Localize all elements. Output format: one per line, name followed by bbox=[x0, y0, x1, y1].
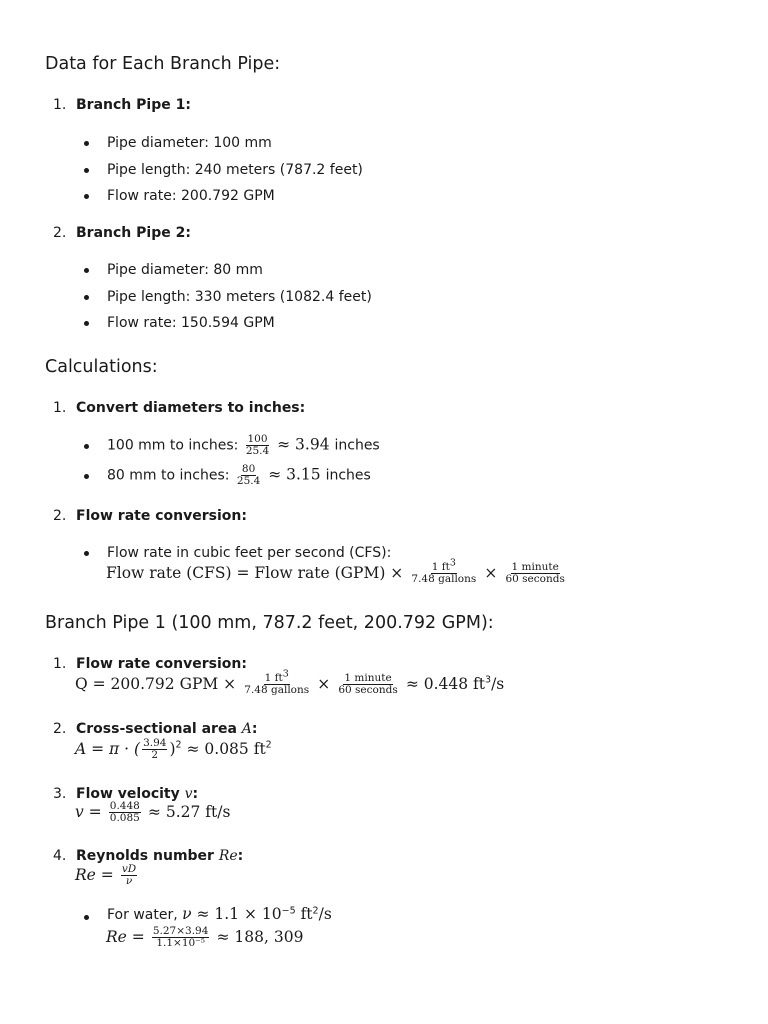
line-prefix: 100 mm to inches: bbox=[107, 437, 243, 454]
numerator: 100 bbox=[247, 433, 268, 445]
numerator: 3.94 bbox=[143, 737, 167, 749]
fraction bbox=[236, 464, 261, 487]
formula-result: ≈ 5.27 ft/s bbox=[147, 803, 231, 822]
water-viscosity-line bbox=[107, 905, 332, 923]
numerator: 80 bbox=[241, 463, 256, 475]
bullet-dot bbox=[84, 141, 89, 146]
list-number: 1. bbox=[53, 400, 67, 416]
denominator: 0.085 bbox=[109, 812, 140, 825]
velocity-formula bbox=[75, 801, 230, 824]
formula-lhs: Flow rate (CFS) = Flow rate (GPM) × bbox=[106, 564, 404, 583]
fraction bbox=[152, 926, 210, 949]
fraction bbox=[504, 562, 565, 585]
list-number: 2. bbox=[53, 508, 67, 524]
fraction bbox=[337, 673, 398, 696]
bullet-dot bbox=[84, 551, 89, 556]
title-text: Reynolds number bbox=[76, 848, 219, 864]
unit: inches bbox=[325, 467, 371, 484]
fraction bbox=[121, 864, 137, 887]
exponent: 2 bbox=[175, 739, 182, 751]
numerator: 1 minute bbox=[344, 672, 392, 684]
cfs-formula bbox=[106, 557, 568, 586]
list-item: Flow rate in cubic feet per second (CFS): bbox=[107, 545, 392, 561]
list-item: Flow rate: 200.792 GPM bbox=[107, 188, 275, 204]
title-colon: : bbox=[251, 721, 258, 737]
numerator: 0.448 bbox=[109, 800, 140, 812]
bullet-dot bbox=[84, 444, 89, 449]
formula-lhs: Re = bbox=[75, 866, 114, 885]
numerator: 1 minute bbox=[511, 561, 559, 573]
exponent: 2 bbox=[265, 739, 272, 751]
cross-sectional-area-title bbox=[76, 721, 258, 737]
fraction bbox=[243, 668, 310, 697]
formula-result: ≈ 188, 309 bbox=[216, 928, 304, 947]
title-colon: : bbox=[237, 848, 244, 864]
denominator: ν bbox=[125, 875, 133, 888]
math-value: ≈ 3.15 bbox=[263, 465, 326, 484]
reynolds-number-title bbox=[76, 848, 243, 864]
exponent: −5 bbox=[281, 905, 296, 917]
bullet-dot bbox=[84, 268, 89, 273]
q-formula bbox=[75, 668, 505, 697]
paren: ) bbox=[169, 740, 176, 759]
denominator: 60 seconds bbox=[505, 573, 565, 586]
bullet-dot bbox=[84, 321, 89, 326]
unit: /s bbox=[491, 675, 505, 694]
denominator: 2 bbox=[151, 749, 159, 762]
title-text: Cross-sectional area bbox=[76, 721, 242, 737]
denominator: 1.1×10⁻⁵ bbox=[156, 937, 205, 950]
math-value: ≈ 1.1 × 10 bbox=[191, 905, 282, 923]
numerator: 5.27×3.94 bbox=[152, 925, 209, 937]
list-number: 3. bbox=[53, 786, 67, 802]
bullet-dot bbox=[84, 915, 89, 920]
variable: Re bbox=[218, 848, 238, 864]
formula-lhs: Q = 200.792 GPM × bbox=[75, 675, 237, 694]
title-colon: : bbox=[192, 786, 199, 802]
reynolds-formula bbox=[75, 864, 139, 887]
formula-result: ≈ 0.085 ft bbox=[181, 740, 266, 759]
list-number: 1. bbox=[53, 97, 67, 113]
unit: inches bbox=[334, 437, 380, 454]
flow-rate-conversion-title: Flow rate conversion: bbox=[76, 508, 247, 524]
variable: ν bbox=[182, 905, 192, 923]
formula-result: ≈ 0.448 ft bbox=[405, 675, 486, 694]
numerator: vD bbox=[121, 863, 137, 875]
denominator: 60 seconds bbox=[338, 684, 398, 697]
section-heading-branch-pipe-1: Branch Pipe 1 (100 mm, 787.2 feet, 200.792 GPM): bbox=[45, 613, 494, 633]
variable: v bbox=[184, 786, 193, 802]
fraction bbox=[109, 801, 141, 824]
line-prefix: For water, bbox=[107, 907, 183, 923]
numerator: 1 ft bbox=[264, 672, 283, 684]
exponent: 3 bbox=[282, 668, 289, 680]
list-item: Pipe length: 330 meters (1082.4 feet) bbox=[107, 289, 372, 305]
denominator: 7.48 gallons bbox=[244, 684, 310, 697]
list-item: Pipe diameter: 100 mm bbox=[107, 135, 272, 151]
formula-lhs: A = π · ( bbox=[75, 740, 141, 759]
fraction bbox=[245, 434, 270, 457]
area-formula bbox=[75, 738, 272, 761]
flow-rate-conversion-title: Flow rate conversion: bbox=[76, 656, 247, 672]
variable: A bbox=[241, 721, 252, 737]
denominator: 25.4 bbox=[245, 445, 270, 458]
formula-lhs: Re = bbox=[106, 928, 145, 947]
denominator: 7.48 gallons bbox=[411, 573, 477, 586]
bullet-dot bbox=[84, 474, 89, 479]
times-sign: × bbox=[317, 675, 331, 694]
line-prefix: 80 mm to inches: bbox=[107, 467, 234, 484]
math-value: ≈ 3.94 bbox=[272, 435, 335, 454]
denominator: 25.4 bbox=[236, 475, 261, 488]
bullet-dot bbox=[84, 194, 89, 199]
fraction bbox=[142, 738, 167, 761]
list-item: Pipe length: 240 meters (787.2 feet) bbox=[107, 162, 363, 178]
list-item: Flow rate: 150.594 GPM bbox=[107, 315, 275, 331]
section-heading-calculations: Calculations: bbox=[45, 357, 158, 377]
unit: ft bbox=[295, 905, 313, 923]
title-text: Flow velocity bbox=[76, 786, 185, 802]
diameter-100-line bbox=[107, 434, 380, 457]
unit: /s bbox=[318, 905, 332, 923]
numerator: 1 ft bbox=[431, 561, 450, 573]
branch-pipe-1-title: Branch Pipe 1: bbox=[76, 97, 191, 113]
fraction bbox=[410, 557, 477, 586]
list-number: 4. bbox=[53, 848, 67, 864]
list-number: 1. bbox=[53, 656, 67, 672]
convert-diameters-title: Convert diameters to inches: bbox=[76, 400, 306, 416]
bullet-dot bbox=[84, 168, 89, 173]
exponent: 3 bbox=[449, 557, 456, 569]
list-number: 2. bbox=[53, 721, 67, 737]
times-sign: × bbox=[484, 564, 498, 583]
exponent: 2 bbox=[312, 905, 319, 917]
diameter-80-line bbox=[107, 464, 371, 487]
list-item: Pipe diameter: 80 mm bbox=[107, 262, 263, 278]
list-number: 2. bbox=[53, 225, 67, 241]
reynolds-result-formula bbox=[106, 926, 303, 949]
section-heading-data: Data for Each Branch Pipe: bbox=[45, 54, 281, 74]
bullet-dot bbox=[84, 295, 89, 300]
branch-pipe-2-title: Branch Pipe 2: bbox=[76, 225, 191, 241]
exponent: 3 bbox=[485, 674, 492, 686]
formula-lhs: v = bbox=[75, 803, 102, 822]
